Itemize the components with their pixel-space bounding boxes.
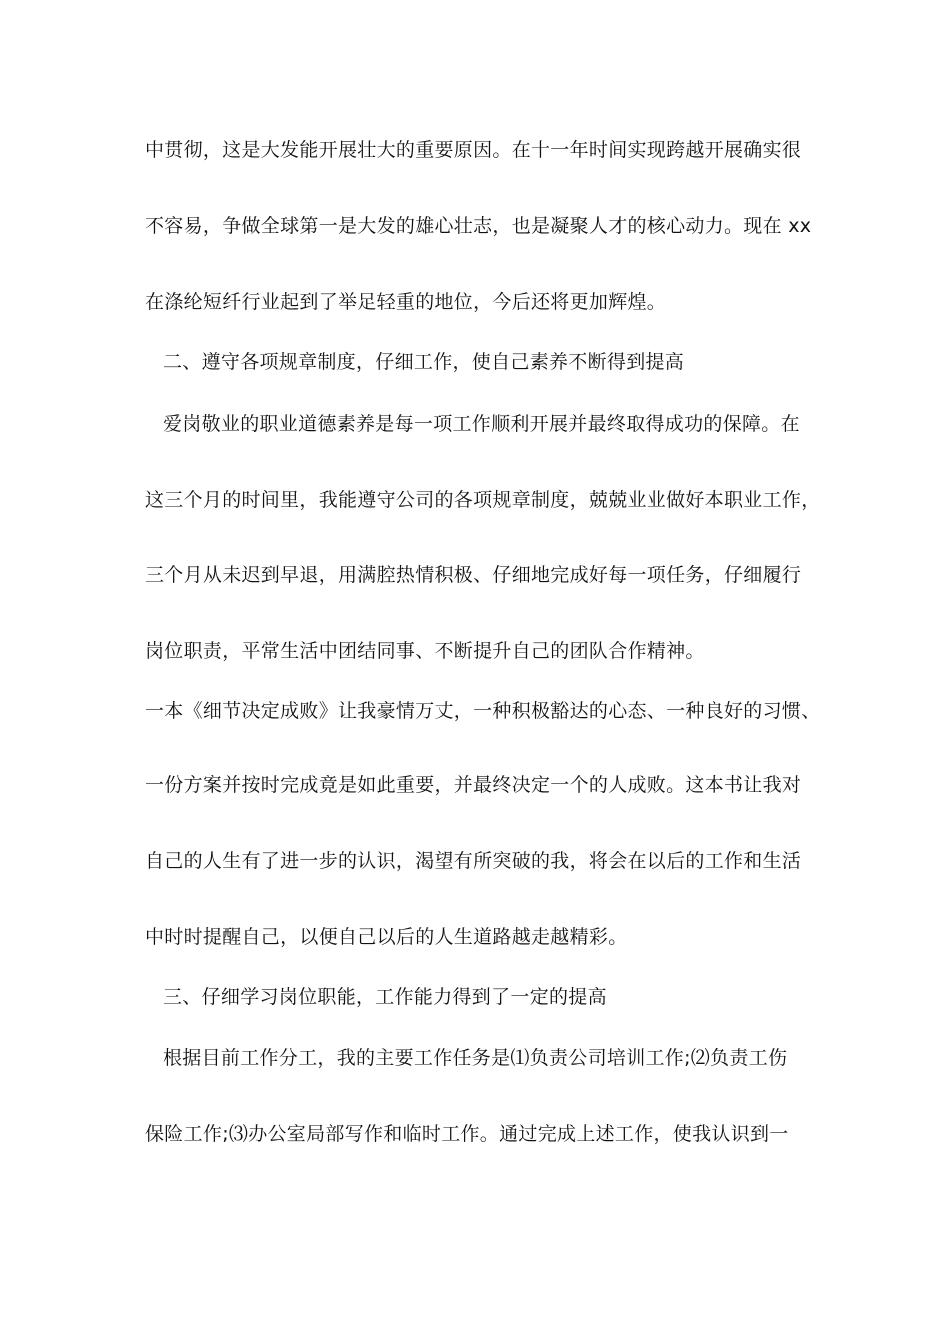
body-text-line: 三个月从未迟到早退，用满腔热情积极、仔细地完成好每一项任务，仔细履行 — [145, 564, 802, 586]
body-text-line: 保险工作;⑶办公室局部写作和临时工作。通过完成上述工作，使我认识到一 — [145, 1123, 789, 1145]
body-text-line: 岗位职责，平常生活中团结同事、不断提升自己的团队合作精神。 — [145, 640, 705, 662]
section-heading: 二、遵守各项规章制度，仔细工作，使自己素养不断得到提高 — [163, 351, 685, 373]
body-text-line: 这三个月的时间里，我能遵守公司的各项规章制度，兢兢业业做好本职业工作， — [145, 489, 821, 511]
body-text-line: 一本《细节决定成败》让我豪情万丈，一种积极豁达的心态、一种良好的习惯、 — [145, 700, 821, 722]
body-text-line: 爱岗敬业的职业道德素养是每一项工作顺利开展并最终取得成功的保障。在 — [163, 413, 800, 435]
body-text-line: 不容易，争做全球第一是大发的雄心壮志，也是凝聚人才的核心动力。现在 xx — [145, 215, 812, 237]
body-text-line: 中时时提醒自己，以便自己以后的人生道路越走越精彩。 — [145, 926, 628, 948]
body-text-line: 自己的人生有了进一步的认识，渴望有所突破的我，将会在以后的工作和生活 — [145, 850, 802, 872]
body-text-line: 一份方案并按时完成竟是如此重要，并最终决定一个的人成败。这本书让我对 — [145, 774, 802, 796]
body-text-line: 根据目前工作分工，我的主要工作任务是⑴负责公司培训工作;⑵负责工伤 — [163, 1047, 788, 1069]
body-text-line: 在涤纶短纤行业起到了举足轻重的地位，今后还将更加辉煌。 — [145, 291, 667, 313]
section-heading: 三、仔细学习岗位职能，工作能力得到了一定的提高 — [163, 986, 607, 1008]
body-text-line: 中贯彻，这是大发能开展壮大的重要原因。在十一年时间实现跨越开展确实很 — [145, 139, 802, 161]
